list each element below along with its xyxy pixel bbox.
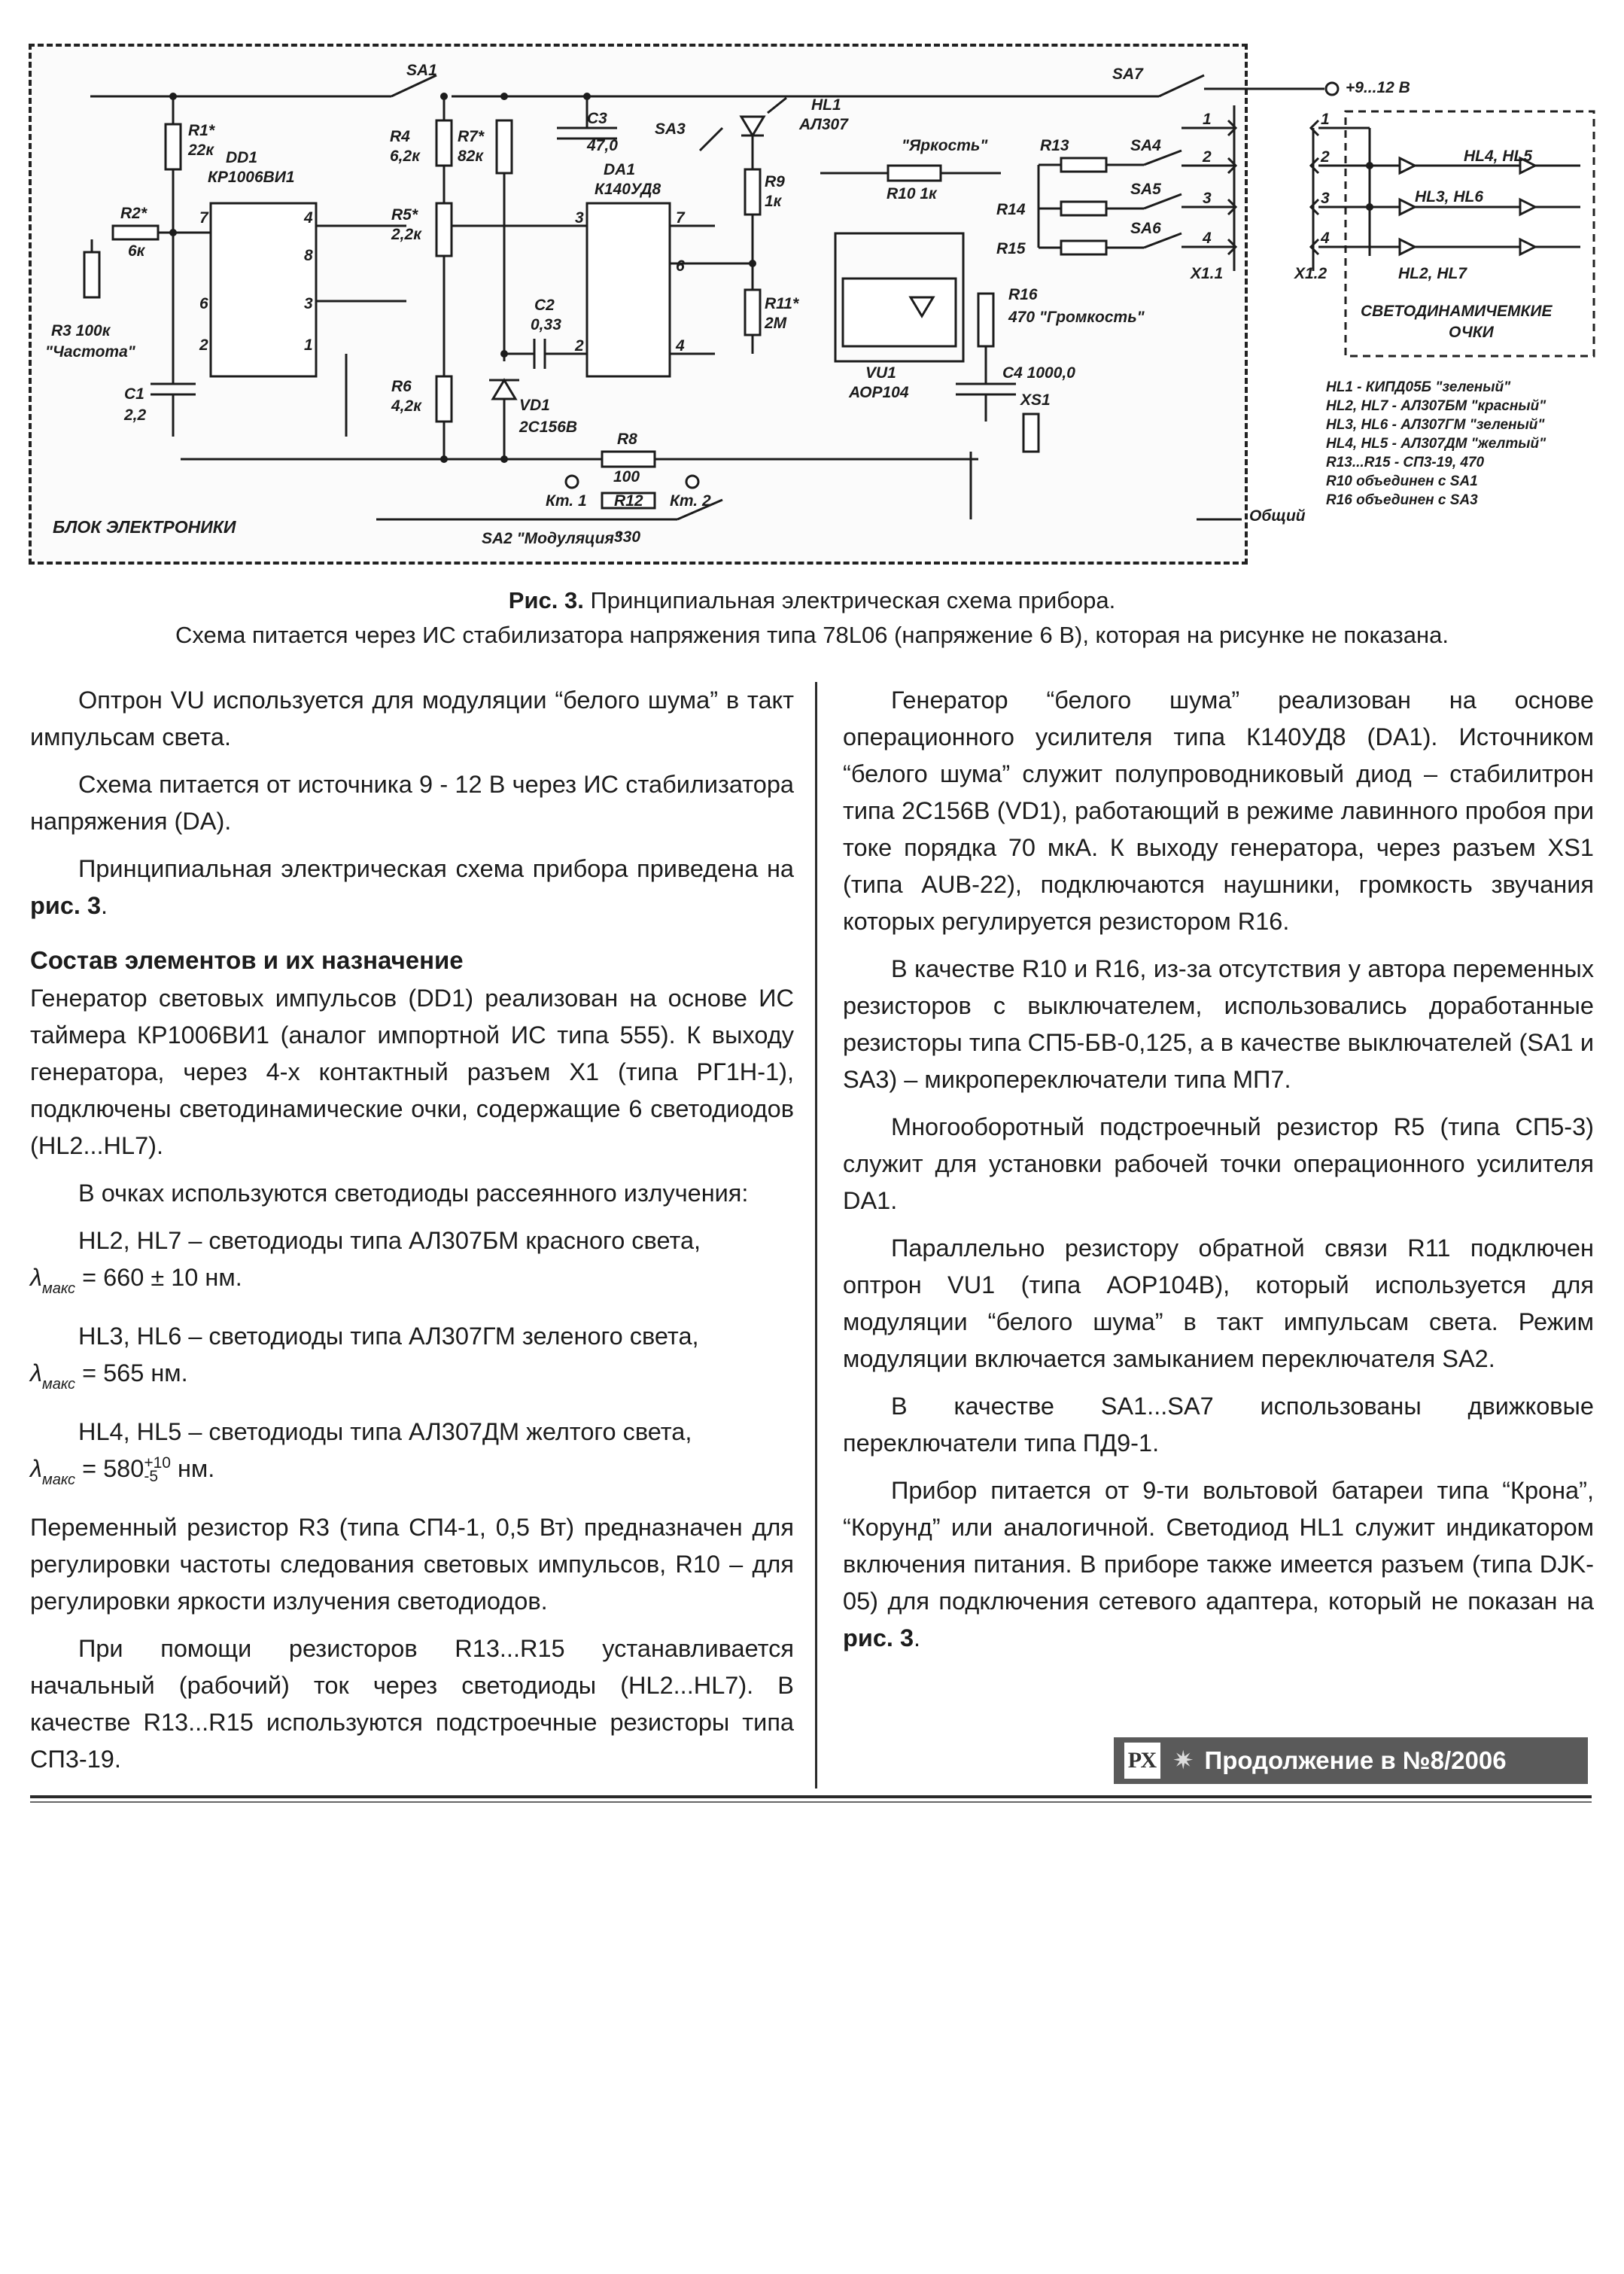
vd1-label: VD1 [519,397,550,414]
hl45-label: HL4, HL5 [1464,148,1533,165]
legend-line-4: HL4, HL5 - АЛ307ДМ "желтый" [1326,436,1546,452]
r1-value: 22к [188,142,214,159]
x11-pin4-label: 4 [1203,230,1212,247]
sa7-switch [1159,75,1204,96]
sa3-switch [700,128,722,151]
r1-resistor [166,124,181,169]
continuation-badge [1114,1737,1588,1784]
xs1-jack [1023,414,1039,452]
r5-label: R5* [391,206,418,224]
r1-label: R1* [188,122,215,139]
r8-resistor [602,452,655,467]
r2-value: 6к [128,242,145,260]
r6-label: R6 [391,378,412,395]
r6-value: 4,2к [391,397,421,415]
sa1-label: SA1 [406,62,437,79]
r2-resistor [113,226,158,239]
supply-terminal [1326,83,1338,95]
sa2-label: SA2 "Модуляция" [482,530,622,547]
vu1-optocoupler [843,279,956,346]
da1-label: DA1 [604,161,636,178]
r13-label: R13 [1040,137,1069,154]
x12-pin3-label: 3 [1321,190,1330,207]
r3-name: "Частота" [45,343,135,361]
legend-line-1: HL1 - КИПД05Б "зеленый" [1326,379,1511,395]
magazine-logo: РХ [1124,1743,1160,1779]
glasses-label-1: СВЕТОДИНАМИЧЕМКИЕ [1361,303,1553,320]
legend-line-5: R13...R15 - СП3-19, 470 [1326,455,1485,470]
r6-resistor [436,376,452,422]
r11-label: R11* [765,295,799,312]
paragraph: Многооборотный подстроечный резистор R5 (типа СП5-3) служит для установки рабочей точки операционного усилителя DA1. [843,1113,1594,1214]
hl1-led [741,117,764,135]
figure-note: Схема питается через ИС стабилизатора напряжения типа 78L06 (напряжение 6 В), которая на рисунке не показана. [175,622,1449,648]
kt1-terminal [566,476,578,488]
r16-resistor [978,294,993,346]
glasses-label-2: ОЧКИ [1449,324,1494,341]
da1-type: К140УД8 [595,181,661,198]
led-spec-hl45: HL4, HL5 – светодиоды типа АЛ307ДМ желтого света, [78,1418,692,1445]
da1-pin-4: 4 [676,337,685,355]
r8-value: 100 [613,468,640,486]
dd1-pin-1: 1 [304,336,313,354]
legend-line-3: HL3, HL6 - АЛ307ГМ "зеленый" [1326,417,1545,433]
x11-pin1-label: 1 [1203,111,1212,128]
right-column [843,682,1594,1667]
led-spec-hl45-value: $\lambda_{макс} = 580+10$ -5 нм. [30,1454,215,1488]
dd1-chip [211,203,316,376]
led-spec-hl36: HL3, HL6 – светодиоды типа АЛ307ГМ зеленого света, [78,1323,699,1350]
figure-title: Принципиальная электрическая схема прибора. [590,587,1116,613]
c1-label: C1 [124,385,144,403]
figure-reference: рис. 3 [30,892,102,919]
block-label: БЛОК ЭЛЕКТРОНИКИ [53,517,236,537]
dd1-pin-2: 2 [199,336,208,354]
r14-label: R14 [996,201,1026,218]
paragraph: В качестве SA1...SA7 использованы движковые переключатели типа ПД9-1. [843,1393,1594,1457]
continuation-text: Продолжение в №8/2006 [1204,1746,1507,1774]
r11-resistor [745,290,760,335]
paragraph: При помощи резисторов R13...R15 устанавливается начальный (рабочий) ток через светодиоды (HL2...HL7). В качестве R13...R15 используются подстроечные резисторы типа СП3-19. [30,1635,794,1773]
dd1-label: DD1 [226,149,258,166]
hl1-label: HL1 [811,96,841,114]
kt2-terminal [686,476,698,488]
c3-label: C3 [587,110,607,127]
vu1-type: АОР104 [849,384,909,401]
c3-value: 47,0 [587,137,618,154]
r11-value: 2М [765,315,787,332]
paragraph: Переменный резистор R3 (типа СП4-1, 0,5 Вт) предназначен для регулировки частоты следования световых импульсов, R10 – для регулировки яркости излучения светодиодов. [30,1514,794,1615]
da1-opamp [587,203,670,376]
x12-pin4-label: 4 [1321,230,1330,247]
figure-number: Рис. 3. [508,587,584,613]
left-column [30,682,794,1788]
vd1-zener [493,380,515,399]
r4-label: R4 [390,128,410,145]
bottom-rule-thin [30,1801,1592,1803]
r10-label: R10 1к [887,185,937,202]
bottom-rule [30,1795,1592,1798]
da1-pin-2: 2 [575,337,584,355]
c2-label: C2 [534,297,555,314]
x12-pin2-label: 2 [1321,148,1330,166]
dd1-pin-7: 7 [199,209,208,227]
hl1-type: АЛ307 [799,116,848,133]
xs1-label: XS1 [1020,391,1051,409]
sa7-label: SA7 [1112,65,1143,83]
r8-label: R8 [617,431,637,448]
r16-value: 470 "Громкость" [1008,309,1145,326]
paragraph: Прибор питается от 9-ти вольтовой батареи типа “Крона”, “Корунд” или аналогичной. Светодиод HL1 служит индикатором включения питания. В приборе также имеется разъем (типа DJK-05) для подключения сетевого адаптера, который не показан на рис. 3. [843,1477,1594,1651]
dd1-pin-4: 4 [304,209,313,227]
r10-name: "Яркость" [902,137,988,154]
x11-pin2-label: 2 [1203,148,1212,166]
x12-label: X1.2 [1294,265,1327,282]
hl1-ray [768,98,786,113]
da1-pin-6: 6 [676,257,685,275]
x11-pin3-label: 3 [1203,190,1212,207]
r9-resistor [745,169,760,215]
x12-pin1-label: 1 [1321,111,1330,128]
r15-label: R15 [996,240,1026,257]
r5-value: 2,2к [391,226,421,243]
hl36-label: HL3, HL6 [1415,188,1484,205]
paragraph: В качестве R10 и R16, из-за отсутствия у автора переменных резисторов с выключателем, использовались доработанные резисторы типа СП5-БВ-0,125, а в качестве выключателей (SA1 и SA3) – микропереключатели типа МП7. [843,955,1594,1093]
r3-label: R3 100к [51,322,111,339]
r12-value: 330 [614,528,641,546]
sa6-label: SA6 [1130,220,1161,237]
paragraph: Принципиальная электрическая схема прибора приведена на рис. 3. [30,855,794,919]
r9-value: 1к [765,193,782,210]
c1-value: 2,2 [124,406,147,424]
led-spec-hl27: HL2, HL7 – светодиоды типа АЛ307БМ красного света, [78,1227,701,1254]
r7-label: R7* [458,128,485,145]
da1-pin-7: 7 [676,209,685,227]
sa4-label: SA4 [1130,137,1161,154]
r16-label: R16 [1008,286,1038,303]
r12-label: R12 [614,492,643,510]
da1-pin-3: 3 [575,209,584,227]
led-spec-hl27-value: $\lambda_{макс} = 660 \pm 10$ нм. [30,1264,242,1297]
kt2-label: Кт. 2 [670,492,711,510]
figure-caption [0,587,1624,614]
r7-value: 82к [458,148,484,165]
r14-resistor [1061,202,1106,215]
r10-resistor [888,166,941,181]
legend-line-2: HL2, HL7 - АЛ307БМ "красный" [1326,398,1546,414]
hl27-label: HL2, HL7 [1398,265,1467,282]
legend-line-6: R10 объединен с SA1 [1326,473,1478,489]
r4-resistor [436,120,452,166]
dd1-pin-8: 8 [304,247,313,264]
r3-resistor [84,252,99,297]
burst-icon: ✷ [1172,1746,1194,1775]
column-divider [815,682,817,1788]
dd1-pin-6: 6 [199,295,208,312]
paragraph: Оптрон VU используется для модуляции “белого шума” в такт импульсам света. [30,686,794,750]
vd1-type: 2С156В [519,419,578,436]
r2-label: R2* [120,205,147,222]
common-label: Общий [1249,507,1306,525]
paragraph: Схема питается от источника 9 - 12 В через ИС стабилизатора напряжения (DA). [30,771,794,835]
kt1-label: Кт. 1 [546,492,587,510]
paragraph: В очках используются светодиоды рассеянного излучения: [78,1180,749,1207]
paragraph: Параллельно резистору обратной связи R11 подключен оптрон VU1 (типа АОР104В), который используется для модуляции “белого шума” в такт импульсам света. Режим модуляции включается замыканием переключателя SA2. [843,1234,1594,1372]
x11-label: X1.1 [1191,265,1224,282]
dd1-pin-3: 3 [304,295,313,312]
vu1-label: VU1 [865,364,896,382]
sa5-label: SA5 [1130,181,1161,198]
sa3-label: SA3 [655,120,686,138]
c2-value: 0,33 [531,316,561,333]
dd1-type: КР1006ВИ1 [208,169,295,186]
r9-label: R9 [765,173,785,190]
paragraph: Генератор световых импульсов (DD1) реализован на основе ИС таймера КР1006ВИ1 (аналог импортной ИС типа 555). К выходу генератора, через 4-х контактный разъем X1 (типа РГ1Н-1), подключены светодинамические очки, содержащие 6 светодиодов (HL2...HL7). [30,985,794,1159]
r7-resistor [497,120,512,173]
supply-label: +9...12 В [1346,79,1410,96]
led-spec-hl36-value: $\lambda_{макс} = 565$ нм. [30,1359,188,1393]
c4-label: C4 1000,0 [1002,364,1075,382]
section-heading: Состав элементов и их назначение [30,946,464,974]
r13-resistor [1061,158,1106,172]
legend-line-7: R16 объединен с SA3 [1326,492,1478,508]
r15-resistor [1061,241,1106,254]
r4-value: 6,2к [390,148,420,165]
figure-reference: рис. 3 [843,1624,914,1651]
circuit-schematic [0,0,1624,602]
paragraph: Генератор “белого шума” реализован на основе операционного усилителя типа К140УД8 (DA1). Источником “белого шума” служит полупроводниковый диод – стабилитрон типа 2С156В (VD1), работающий в режиме лавинного пробоя при токе порядка 70 мкА. К выходу генератора, через разъем XS1 (типа AUB-22), подключаются наушники, громкость звучания которых регулируется резистором R16. [843,686,1594,935]
r5-resistor [436,203,452,256]
